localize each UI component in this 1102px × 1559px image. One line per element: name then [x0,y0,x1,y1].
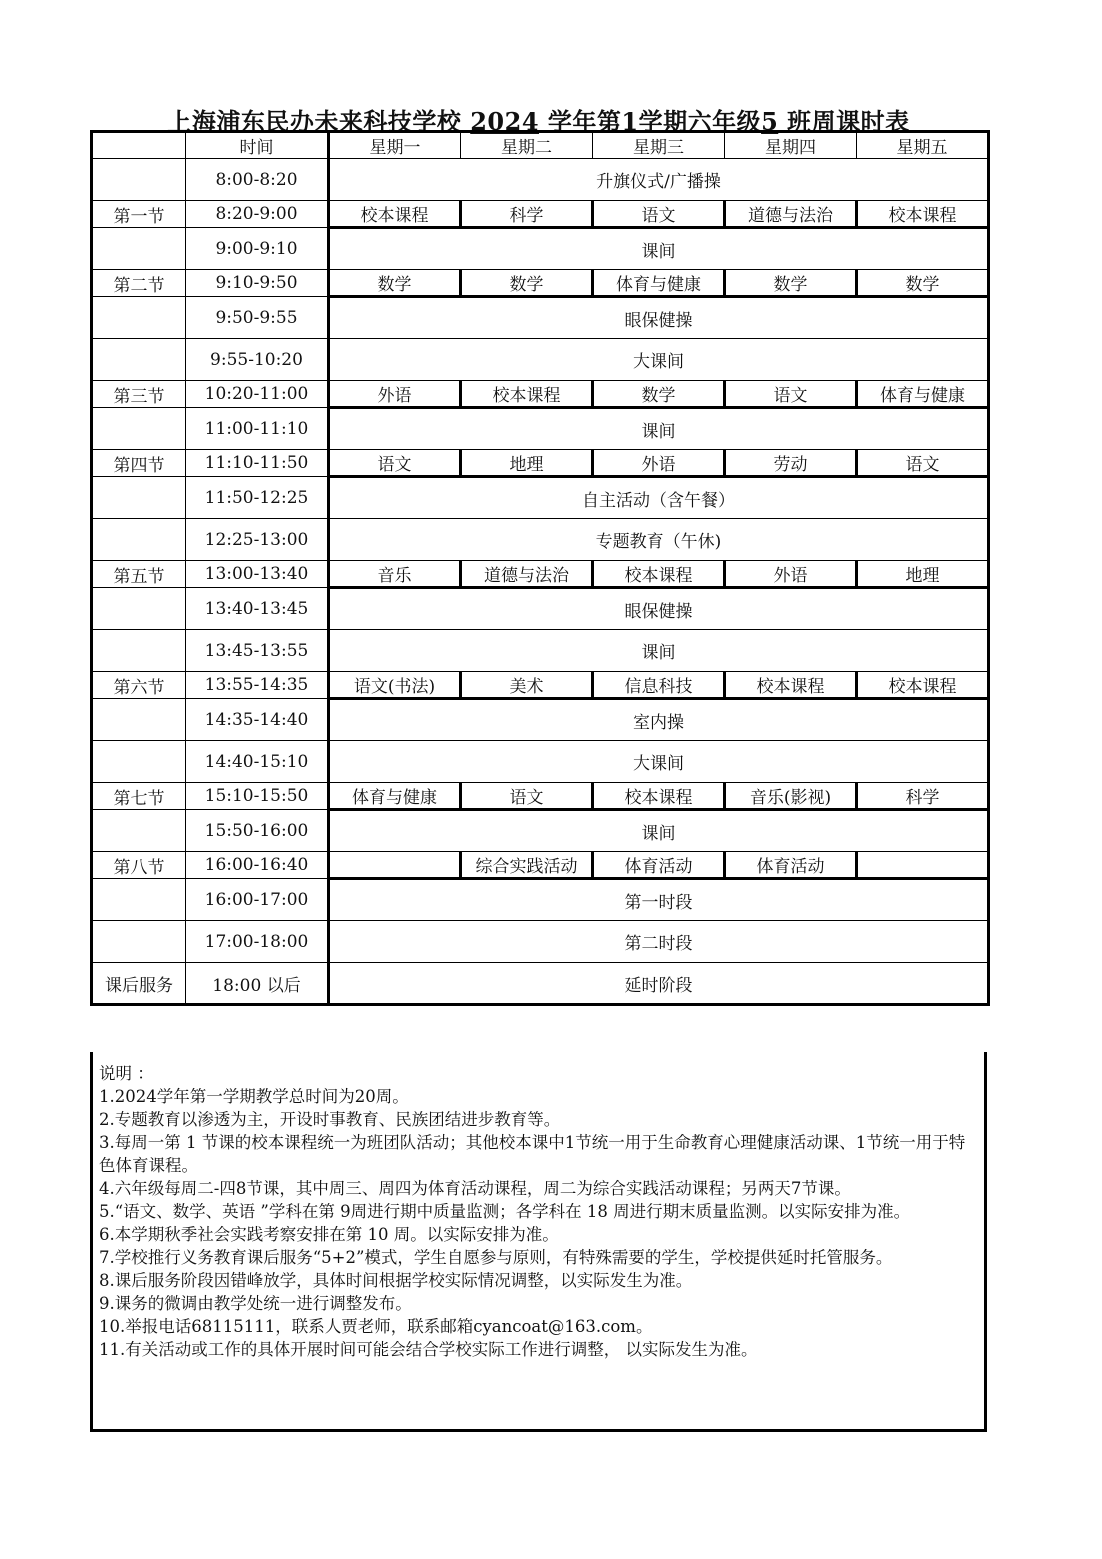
header-day: 星期二 [461,132,593,159]
note-item: 3.每周一第 1 节课的校本课程统一为班团队活动；其他校本课中1节统一用于生命教育心理健康活动课、1节统一用于特色体育课程。 [99,1133,966,1175]
time-cell: 8:00-8:20 [186,159,329,201]
row-label: 课后服务 [92,963,186,1005]
subject-cell: 体育活动 [725,852,857,879]
row-label: 第六节 [92,672,186,699]
break-row [92,810,989,852]
row-label: 第四节 [92,450,186,477]
break-row [92,519,989,561]
subject-cell: 校本课程 [725,672,857,699]
activity-cell: 课间 [329,630,989,672]
subject-cell: 校本课程 [593,561,725,588]
break-row [92,588,989,630]
notes-heading: 说明 ： [99,1064,154,1083]
time-cell: 9:50-9:55 [186,297,329,339]
period-row [92,852,989,879]
note-item: 5.“语文、数学、英语 ”学科在第 9周进行期中质量监测；各学科在 18 周进行期末质量监测。以实际安排为准。 [99,1202,911,1221]
time-cell: 12:25-13:00 [186,519,329,561]
break-row [92,921,989,963]
subject-cell: 校本课程 [461,381,593,408]
time-cell: 11:10-11:50 [186,450,329,477]
break-row [92,408,989,450]
time-cell: 13:45-13:55 [186,630,329,672]
row-label [92,159,186,201]
subject-cell: 语文 [857,450,989,477]
note-item: 6.本学期秋季社会实践考察安排在第 10 周。以实际安排为准。 [99,1225,559,1244]
activity-cell: 升旗仪式/广播操 [329,159,989,201]
subject-cell: 校本课程 [593,783,725,810]
subject-cell: 语文 [461,783,593,810]
row-label [92,297,186,339]
title-mid: 学年第1学期六年级 [547,107,762,136]
subject-cell: 体育与健康 [857,381,989,408]
header-day: 星期三 [593,132,725,159]
note-item: 8.课后服务阶段因错峰放学，具体时间根据学校实际情况调整，以实际发生为准。 [99,1271,693,1290]
subject-cell [329,852,461,879]
row-label [92,630,186,672]
subject-cell: 校本课程 [329,201,461,228]
break-row [92,228,989,270]
note-item: 11.有关活动或工作的具体开展时间可能会结合学校实际工作进行调整， 以实际发生为准。 [99,1340,758,1359]
subject-cell: 外语 [593,450,725,477]
break-row [92,741,989,783]
title-class-no: 5 [761,107,779,136]
header-blank [92,132,186,159]
row-label [92,921,186,963]
period-row [92,672,989,699]
period-row [92,561,989,588]
row-label: 第一节 [92,201,186,228]
subject-cell: 体育与健康 [329,783,461,810]
break-row [92,339,989,381]
time-cell: 13:40-13:45 [186,588,329,630]
note-item: 7.学校推行义务教育课后服务“5+2”模式，学生自愿参与原则，有特殊需要的学生，学校提供延时托管服务。 [99,1248,893,1267]
note-item: 9.课务的微调由教学处统一进行调整发布。 [99,1294,412,1313]
subject-cell: 数学 [461,270,593,297]
activity-cell: 专题教育（午休) [329,519,989,561]
activity-cell: 大课间 [329,339,989,381]
subject-cell: 美术 [461,672,593,699]
activity-cell: 眼保健操 [329,588,989,630]
period-row [92,381,989,408]
subject-cell: 数学 [857,270,989,297]
row-label [92,741,186,783]
time-cell: 14:40-15:10 [186,741,329,783]
break-row [92,879,989,921]
time-cell: 13:55-14:35 [186,672,329,699]
activity-cell: 课间 [329,408,989,450]
activity-cell: 课间 [329,228,989,270]
header-day: 星期一 [329,132,461,159]
subject-cell: 校本课程 [857,672,989,699]
break-row [92,630,989,672]
activity-cell: 大课间 [329,741,989,783]
time-cell: 11:00-11:10 [186,408,329,450]
subject-cell: 外语 [725,561,857,588]
subject-cell: 外语 [329,381,461,408]
activity-cell: 第二时段 [329,921,989,963]
break-row [92,297,989,339]
time-cell: 15:10-15:50 [186,783,329,810]
subject-cell: 校本课程 [857,201,989,228]
time-cell: 9:55-10:20 [186,339,329,381]
subject-cell: 体育与健康 [593,270,725,297]
subject-cell: 综合实践活动 [461,852,593,879]
time-cell: 14:35-14:40 [186,699,329,741]
break-row [92,159,989,201]
timetable [90,130,990,1006]
note-item: 1.2024学年第一学期教学总时间为20周。 [99,1087,409,1106]
time-cell: 17:00-18:00 [186,921,329,963]
subject-cell: 语文 [725,381,857,408]
subject-cell [857,852,989,879]
subject-cell: 音乐(影视) [725,783,857,810]
activity-cell: 眼保健操 [329,297,989,339]
subject-cell: 科学 [857,783,989,810]
title-school: 上海浦东民办未来科技学校 [167,107,462,136]
subject-cell: 道德与法治 [461,561,593,588]
row-label: 第三节 [92,381,186,408]
subject-cell: 科学 [461,201,593,228]
period-row [92,783,989,810]
activity-cell: 自主活动（含午餐） [329,477,989,519]
row-label [92,477,186,519]
note-item: 2.专题教育以渗透为主，开设时事教育、民族团结进步教育等。 [99,1110,561,1129]
note-item: 4.六年级每周二-四8节课，其中周三、周四为体育活动课程，周二为综合实践活动课程；另两天7节课。 [99,1179,851,1198]
subject-cell: 数学 [593,381,725,408]
notes-section [90,1052,987,1432]
break-row [92,477,989,519]
row-label [92,879,186,921]
subject-cell: 数学 [725,270,857,297]
subject-cell: 地理 [461,450,593,477]
row-label [92,408,186,450]
period-row [92,270,989,297]
activity-cell: 第一时段 [329,879,989,921]
time-cell: 9:00-9:10 [186,228,329,270]
time-cell: 9:10-9:50 [186,270,329,297]
header-row [92,132,989,159]
header-time: 时间 [186,132,329,159]
break-row [92,963,989,1005]
period-row [92,450,989,477]
time-cell: 13:00-13:40 [186,561,329,588]
activity-cell: 课间 [329,810,989,852]
row-label: 第七节 [92,783,186,810]
row-label [92,588,186,630]
time-cell: 10:20-11:00 [186,381,329,408]
header-day: 星期五 [857,132,989,159]
period-row [92,201,989,228]
subject-cell: 语文(书法) [329,672,461,699]
title-year: 2024 [470,107,540,136]
note-item: 10.举报电话68115111，联系人贾老师，联系邮箱cyancoat@163.com。 [99,1317,653,1336]
subject-cell: 道德与法治 [725,201,857,228]
time-cell: 16:00-17:00 [186,879,329,921]
time-cell: 8:20-9:00 [186,201,329,228]
subject-cell: 信息科技 [593,672,725,699]
row-label [92,339,186,381]
header-day: 星期四 [725,132,857,159]
subject-cell: 语文 [329,450,461,477]
row-label [92,228,186,270]
time-cell: 15:50-16:00 [186,810,329,852]
row-label [92,810,186,852]
row-label: 第八节 [92,852,186,879]
subject-cell: 语文 [593,201,725,228]
break-row [92,699,989,741]
row-label: 第五节 [92,561,186,588]
time-cell: 18:00 以后 [186,963,329,1005]
row-label [92,699,186,741]
activity-cell: 延时阶段 [329,963,989,1005]
subject-cell: 劳动 [725,450,857,477]
subject-cell: 音乐 [329,561,461,588]
activity-cell: 室内操 [329,699,989,741]
time-cell: 11:50-12:25 [186,477,329,519]
title-tail: 班周课时表 [787,107,910,136]
time-cell: 16:00-16:40 [186,852,329,879]
row-label [92,519,186,561]
subject-cell: 体育活动 [593,852,725,879]
row-label: 第二节 [92,270,186,297]
subject-cell: 数学 [329,270,461,297]
subject-cell: 地理 [857,561,989,588]
